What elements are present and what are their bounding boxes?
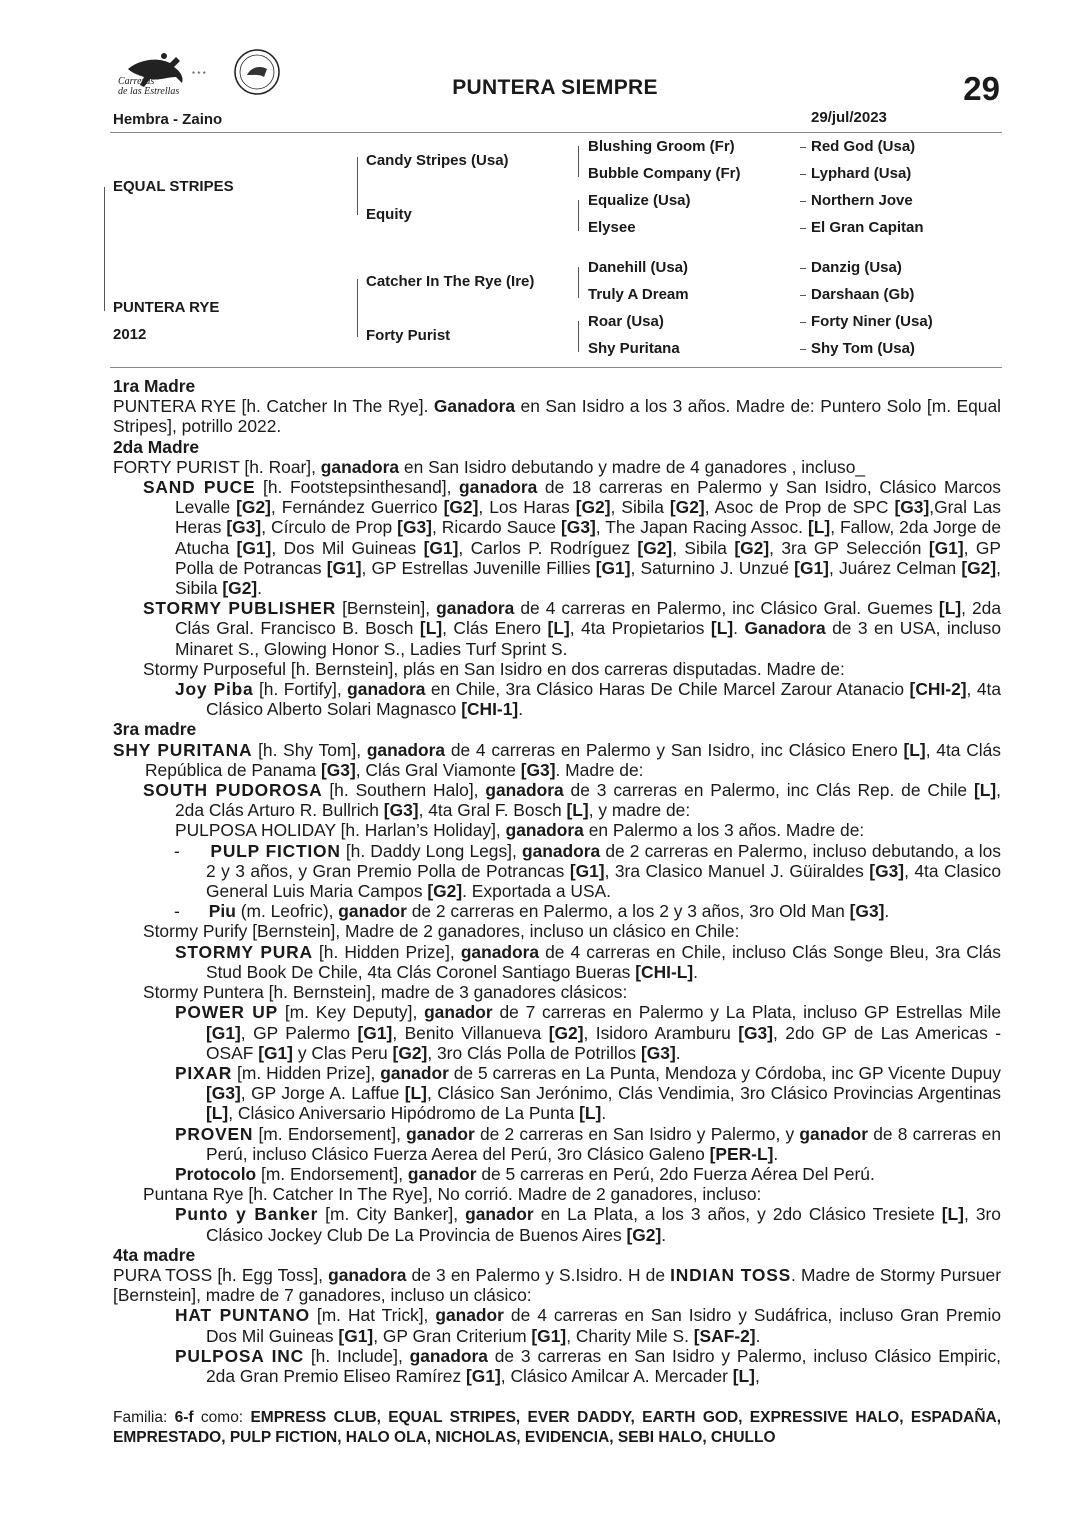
family-names: EMPRESS CLUB, EQUAL STRIPES, EVER DADDY, EARTH GOD, EXPRESSIVE HALO, ESPADAÑA, EMPRESTADO, PULP FICTION, HALO OLA, NICHOLAS, EVIDENCIA, SEBI HALO, CHULLO (113, 1409, 1002, 1446)
gen4-8: Shy Tom (Usa) (811, 340, 915, 357)
paragraph: PULPOSA HOLIDAY [h. Harlan’s Holiday], ganadora en Palermo a los 3 años. Madre de: (175, 820, 865, 841)
gen4-2: Lyphard (Usa) (811, 165, 912, 182)
sire-dam: Equity (366, 206, 412, 223)
gen3-4: Elysee (588, 219, 636, 236)
paragraph: - Piu (m. Leofric), ganador de 2 carreras en Palermo, a los 2 y 3 años, 3ro Old Man [G3]. (174, 901, 890, 922)
svg-text:* * *: * * * (192, 70, 206, 79)
paragraph: STORMY PURA [h. Hidden Prize], ganadora de 4 carreras en Chile, incluso Clás Songe Bleu, 3ra Clás Stud Book De Chile, 4ta Clás Coronel Santiago Bueras [CHI-L]. (175, 941, 1001, 982)
gen4-3: Northern Jove (811, 192, 913, 209)
logo-text: Carreras de las Estrellas (118, 76, 180, 97)
section-heading: 1ra Madre (113, 376, 196, 396)
paragraph: Puntana Rye [h. Catcher In The Rye], No corrió. Madre de 2 ganadores, incluso: (143, 1184, 762, 1205)
gen3-6: Truly A Dream (588, 286, 689, 303)
section-heading: 3ra madre (113, 719, 197, 740)
paragraph: PIXAR [m. Hidden Prize], ganador de 5 carreras en La Punta, Mendoza y Córdoba, inc GP Vicente Dupuy [G3], GP Jorge A. Laffue [L], Clásico San Jerónimo, Clás Vendimia, 3ro Clásico Provincias Argentinas [L], Clásico Aniversario Hipódromo de La Punta [L]. (175, 1062, 1002, 1124)
sire: EQUAL STRIPES (113, 178, 234, 195)
paragraph: PUNTERA RYE [h. Catcher In The Rye]. Ganadora en San Isidro a los 3 años. Madre de: Puntero Solo [m. Equal Stripes], potrillo 2022. (113, 396, 1001, 437)
section-heading: 4ta madre (113, 1244, 196, 1265)
paragraph: POWER UP [m. Key Deputy], ganador de 7 carreras en Palermo y La Plata, incluso GP Estrellas Mile [G1], GP Palermo [G1], Benito Villanueva [G2], Isidoro Aramburu [G3], 2do GP de Las Americas - OSAF [G1] y Clas Peru [G2], 3ro Clás Polla de Potrillos [G3]. (175, 1002, 1001, 1063)
gen4-5: Danzig (Usa) (811, 259, 902, 276)
paragraph: STORMY PUBLISHER [Bernstein], ganadora de 4 carreras en Palermo, inc Clásico Gral. Guemes [L], 2da Clás Gral. Francisco B. Bosch [L], Clás Enero [L], 4ta Propietarios [L]. Ganadora de 3 en USA, incluso Minaret S., Glowing Honor S., Ladies Turf Sprint S. (143, 598, 1001, 659)
paragraph: PROVEN [m. Endorsement], ganador de 2 carreras en San Isidro y Palermo, y ganador de 8 carreras en Perú, incluso Clásico Fuerza Aerea del Perú, 3ro Clásico Galeno [PER-L]. (175, 1123, 1001, 1164)
dam-dam: Forty Purist (366, 327, 451, 344)
paragraph: Stormy Purposeful [h. Bernstein], plás en San Isidro en dos carreras disputadas. Madre de: (143, 658, 845, 679)
paragraph: FORTY PURIST [h. Roar], ganadora en San Isidro debutando y madre de 4 ganadores , incluso_ (113, 456, 866, 477)
page-title: PUNTERA SIEMPRE (452, 76, 658, 99)
paragraph: HAT PUNTANO [m. Hat Trick], ganador de 4 carreras en San Isidro y Sudáfrica, incluso Gran Premio Dos Mil Guineas [G1], GP Gran Criterium [G1], Charity Mile S. [SAF-2]. (175, 1305, 1001, 1346)
divider (110, 132, 1002, 133)
paragraph: PULPOSA INC [h. Include], ganadora de 3 carreras en San Isidro y Palermo, incluso Clásico Empiric, 2da Gran Premio Eliseo Ramírez [G1], Clásico Amilcar A. Mercader [L], (175, 1345, 1001, 1386)
paragraph: Stormy Purify [Bernstein], Madre de 2 ganadores, incluso un clásico en Chile: (143, 921, 740, 942)
gen3-1: Blushing Groom (Fr) (588, 138, 735, 155)
section-heading: 2da Madre (113, 436, 200, 457)
gen3-7: Roar (Usa) (588, 313, 664, 330)
dam-year: 2012 (113, 326, 147, 343)
sale-date: 29/jul/2023 (811, 109, 887, 126)
paragraph: SAND PUCE [h. Footstepsinthesand], ganadora de 18 carreras en Palermo y San Isidro, Clásico Marcos Levalle [G2], Fernández Guerrico [G2], Los Haras [G2], Sibila [G2], Asoc de Prop de SPC [G3],Gral Las Heras [G3], Círculo de Prop [G3], Ricardo Sauce [G3], The Japan Racing Assoc. [L], Fallow, 2da Jorge de Atucha [G1], Dos Mil Guineas [G1], Carlos P. Rodríguez [G2], Sibila [G2], 3ra GP Selección [G1], GP Polla de Potrancas [G1], GP Estrellas Juvenille Fillies [G1], Saturnino J. Unzué [G1], Juárez Celman [G2], Sibila [G2]. (143, 477, 1002, 599)
gen4-6: Darshaan (Gb) (811, 286, 915, 303)
paragraph: Protocolo [m. Endorsement], ganador de 5 carreras en Perú, 2do Fuerza Aérea Del Perú. (175, 1163, 875, 1184)
gen4-4: El Gran Capitan (811, 219, 924, 236)
paragraph: Punto y Banker [m. City Banker], ganador en La Plata, a los 3 años, y 2do Clásico Tresiete [L], 3ro Clásico Jockey Club De La Provincia de Buenos Aires [G2]. (175, 1204, 1001, 1245)
dam: PUNTERA RYE (113, 299, 220, 316)
sire-sire: Candy Stripes (Usa) (366, 152, 509, 169)
gen3-3: Equalize (Usa) (588, 192, 691, 209)
paragraph: Joy Piba [h. Fortify], ganadora en Chile, 3ra Clásico Haras De Chile Marcel Zarour Atanacio [CHI-2], 4ta Clásico Alberto Solari Magnasco [CHI-1]. (175, 679, 1001, 720)
paragraph: PURA TOSS [h. Egg Toss], ganadora de 3 en Palermo y S.Isidro. H de INDIAN TOSS. Madre de Stormy Pursuer [Bernstein], madre de 7 ganadores, incluso un clásico: (113, 1264, 1001, 1306)
family-footer: Familia: 6-f como: EMPRESS CLUB, EQUAL STRIPES, EVER DADDY, EARTH GOD, EXPRESSIVE HALO, ESPADAÑA, EMPRESTADO, PULP FICTION, HALO OLA, NICHOLAS, EVIDENCIA, SEBI HALO, CHULLO (113, 1409, 1002, 1446)
gen4-1: Red God (Usa) (811, 138, 916, 155)
gen3-5: Danehill (Usa) (588, 259, 689, 276)
sex-coat: Hembra - Zaino (113, 111, 223, 128)
gen3-8: Shy Puritana (588, 340, 680, 357)
paragraph: Stormy Puntera [h. Bernstein], madre de 3 ganadores clásicos: (143, 982, 628, 1003)
lot-number: 29 (963, 70, 1000, 107)
paragraph: SOUTH PUDOROSA [h. Southern Halo], ganadora de 3 carreras en Palermo, inc Clás Rep. de Chile [L], 2da Clás Arturo R. Bullrich [G3], 4ta Gral F. Bosch [L], y madre de: (143, 780, 1001, 821)
gen4-7: Forty Niner (Usa) (811, 313, 933, 330)
divider (110, 367, 1002, 368)
paragraph: - PULP FICTION [h. Daddy Long Legs], ganadora de 2 carreras en Palermo, incluso debutando, a los 2 y 3 años, y Gran Premio Polla de Potrancas [G1], 3ra Clasico Manuel J. Güiraldes [G3], 4ta Clasico General Luis Maria Campos [G2]. Exportada a USA. (174, 840, 1001, 902)
paragraph: SHY PURITANA [h. Shy Tom], ganadora de 4 carreras en Palermo y San Isidro, inc Clásico Enero [L], 4ta Clás República de Panama [G3], Clás Gral Viamonte [G3]. Madre de: (113, 739, 1001, 780)
dam-sire: Catcher In The Rye (Ire) (366, 273, 535, 290)
pedigree-notes (113, 376, 1001, 1386)
gen3-2: Bubble Company (Fr) (588, 165, 741, 182)
